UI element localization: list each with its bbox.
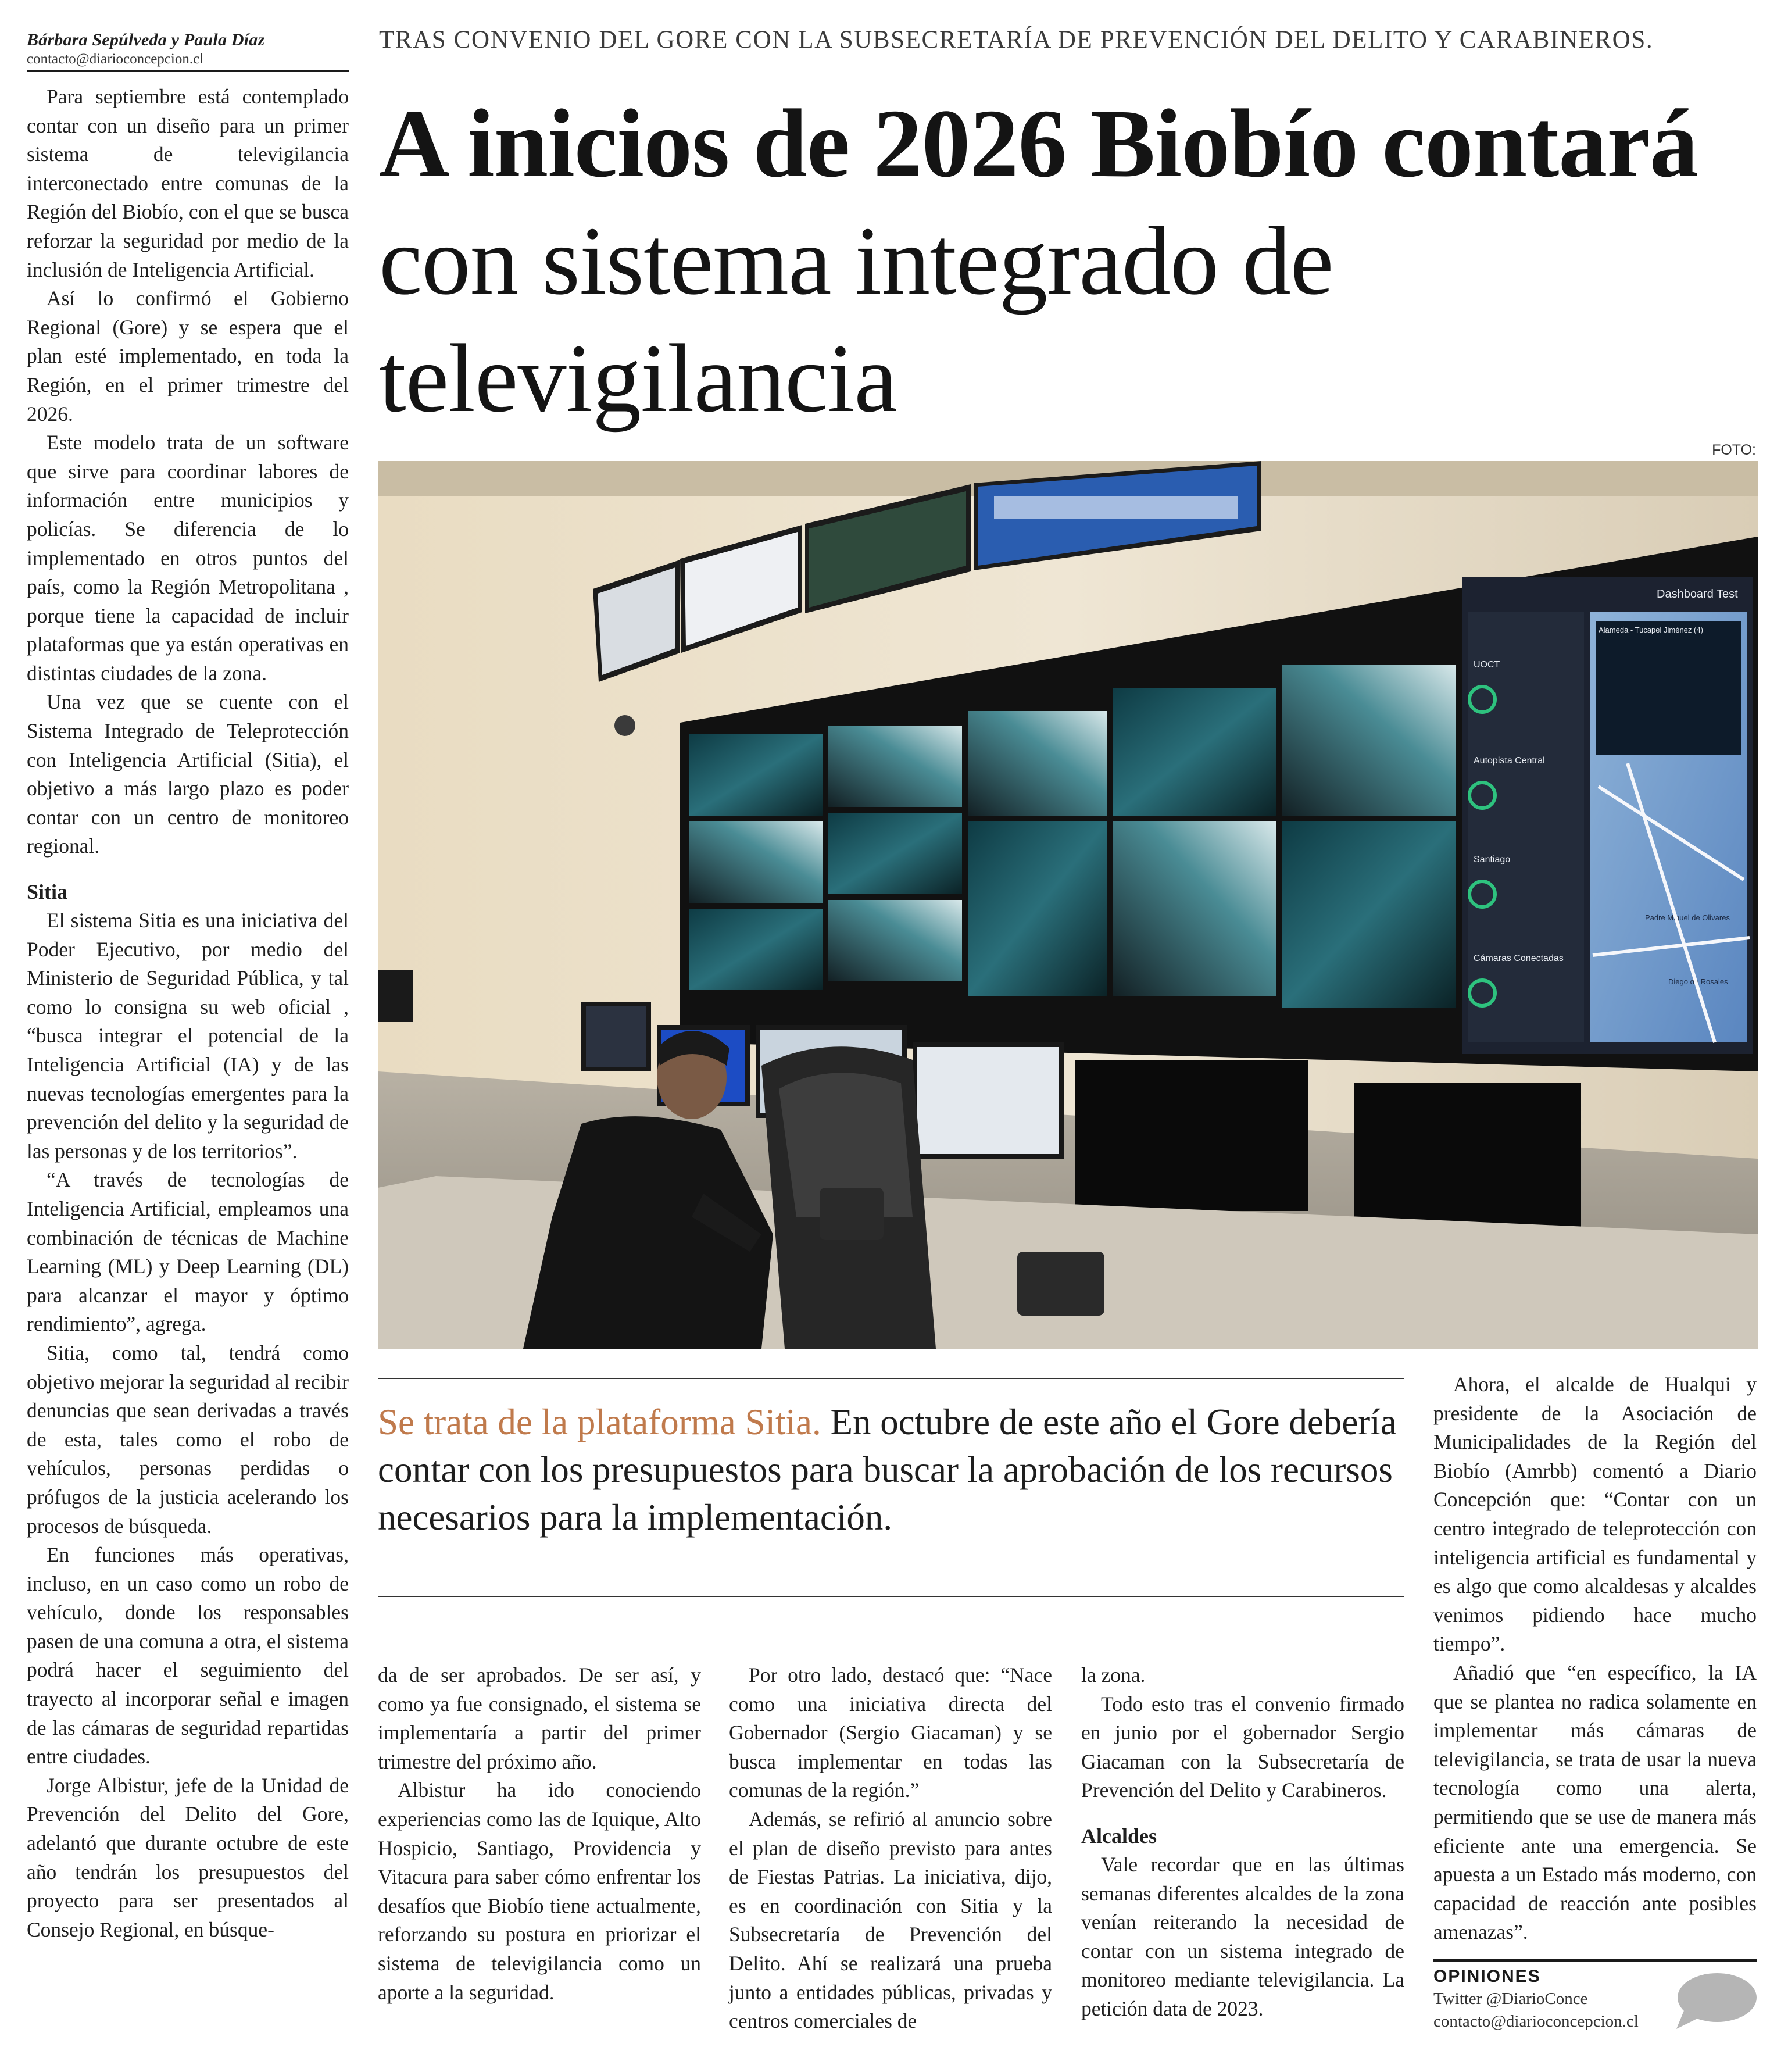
panel-label-3: Santiago — [1474, 855, 1511, 864]
headline-bold: A inicios de 2026 Biobío contará — [379, 90, 1698, 198]
deck-top-rule — [378, 1378, 1404, 1379]
deck — [378, 1398, 1404, 1541]
speech-bubble-icon — [1673, 1969, 1758, 2032]
paragraph: da de ser aprobados. De ser así, y como ya fue consignado, el sistema se implementaría a partir del primer trimestre del próximo año. — [378, 1663, 701, 1773]
street-label-1: Alameda - Tucapel Jiménez (4) — [1599, 626, 1703, 634]
article-column-3 — [729, 1661, 1052, 2036]
paragraph: Sitia, como tal, tendrá como objetivo mejorar la seguridad al recibir denuncias que sean derivadas a través de esta, tales como el robo de vehículos, personas perdidas o prófugos de la justicia acelerando los procesos de búsqueda. — [27, 1341, 349, 1538]
article-column-1 — [27, 83, 349, 1944]
kicker: TRAS CONVENIO DEL GORE CON LA SUBSECRETARÍA DE PREVENCIÓN DEL DELITO Y CARABINEROS. — [379, 26, 1654, 53]
byline-email: contacto@diarioconcepcion.cl — [27, 51, 204, 67]
paragraph: “A través de tecnologías de Inteligencia Artificial, empleamos una combinación de técnicas de Machine Learning (ML) y Deep Learning (DL) para alcanzar el mayor y óptimo rendimiento”, agrega. — [27, 1168, 349, 1336]
paragraph: Todo esto tras el convenio firmado en junio por el gobernador Sergio Giacaman con la Subsecretaría de Prevención del Delito y Carabineros. — [1081, 1692, 1404, 1802]
main-photo — [378, 461, 1758, 1349]
paragraph: Una vez que se cuente con el Sistema Integrado de Teleprotección con Inteligencia Artificial (Sitia), el objetivo a más largo plazo es poder contar con un centro de monitoreo regional. — [27, 690, 349, 858]
deck-bottom-rule — [378, 1596, 1404, 1597]
paragraph: Vale recordar que en las últimas semanas diferentes alcaldes de la zona venían reiterando la necesidad de contar con un sistema integrado de monitoreo mediante televigilancia. La petición data de 2023. — [1081, 1852, 1404, 2020]
panel-label-1: UOCT — [1474, 660, 1500, 670]
deck-lead: Se trata de la plataforma Sitia. — [378, 1402, 821, 1442]
paragraph: Para septiembre está contemplado contar con un diseño para un primer sistema de televigilancia interconectado entre comunas de la Región del Biobío, con el que se busca reforzar la seguridad por medio de la inclusión de Inteligencia Artificial. — [27, 85, 349, 281]
article-column-2 — [378, 1661, 701, 2007]
headline — [379, 85, 1774, 437]
deck-text: En octubre de este año el Gore debería contar con los presupuestos para buscar la aprobación de los recursos necesarios para la implementación. — [378, 1402, 1397, 1538]
opiniones-email[interactable]: contacto@diarioconcepcion.cl — [1433, 2012, 1639, 2031]
paragraph: El sistema Sitia es una iniciativa del Poder Ejecutivo, por medio del Ministerio de Seguridad Pública, y tal como lo consigna su web oficial , “busca integrar el potencial de la Inteligencia Artificial (IA) y de las nuevas tecnologías emergentes para la prevención del delito y la seguridad de las personas y de los territorios”. — [27, 909, 349, 1163]
paragraph: Añadió que “en específico, la IA que se plantea no radica solamente en implementar más cámaras de televigilancia, se trata de usar la nueva tecnología como una alerta, permitiendo que se use de manera más eficiente ante una emergencia. Se apuesta a un Estado más moderno, con capacidad de reacción ante posibles amenazas”. — [1433, 1660, 1757, 1944]
photo-credit: FOTO: — [1712, 442, 1756, 458]
paragraph: Albistur ha ido conociendo experiencias como las de Iquique, Alto Hospicio, Santiago, Providencia y Vitacura para saber cómo enfrentar los desafíos que Biobío tiene actualmente, reforzando su postura en priorizar el sistema de televigilancia como un aporte a la seguridad. — [378, 1778, 701, 2004]
paragraph: la zona. — [1081, 1663, 1146, 1687]
paragraph: Este modelo trata de un software que sirve para coordinar labores de información entre municipios y policías. Se diferencia de lo implementado en otros puntos del país, como la Región Metropolitana , porque tiene la capacidad de incluir plataformas que ya están operativas en distintas ciudades de la zona. — [27, 431, 349, 685]
subhead-alcaldes: Alcaldes — [1081, 1824, 1157, 1848]
dashboard-title: Dashboard Test — [1657, 588, 1738, 601]
opiniones-rule — [1433, 1959, 1757, 1962]
panel-label-4: Cámaras Conectadas — [1474, 953, 1564, 963]
article-column-5 — [1433, 1370, 1757, 1947]
byline-author: Bárbara Sepúlveda y Paula Díaz — [27, 30, 265, 49]
paragraph: Además, se refirió al anuncio sobre el plan de diseño previsto para antes de Fiestas Patrias. La iniciativa, dijo, es en coordinación con Sitia y la Subsecretaría de Prevención del Delito. Ahí se realizará una prueba junto a entidades públicas, privadas y centros comerciales de — [729, 1807, 1052, 2033]
paragraph: Jorge Albistur, jefe de la Unidad de Prevención del Delito del Gore, adelantó que durante octubre de este año tendrán los presupuestos del proyecto para ser presentados al Consejo Regional, en búsque- — [27, 1773, 349, 1941]
headline-regular: con sistema integrado de televigilancia — [379, 207, 1333, 433]
paragraph: Así lo confirmó el Gobierno Regional (Gore) y se espera que el plan esté implementado, en toda la Región, en el primer trimestre del 2026. — [27, 287, 349, 426]
byline-rule — [27, 70, 349, 72]
panel-label-2: Autopista Central — [1474, 756, 1545, 766]
street-label-3: Diego de Rosales — [1668, 977, 1728, 986]
article-column-4 — [1081, 1661, 1404, 2024]
opiniones-twitter[interactable]: Twitter @DiarioConce — [1433, 1989, 1588, 2008]
opiniones-label: OPINIONES — [1433, 1967, 1541, 1986]
paragraph: En funciones más operativas, incluso, en un caso como un robo de vehículo, donde los responsables pasen de una comuna a otra, el sistema podrá hacer el seguimiento del trayecto al incorporar señal e imagen de las cámaras de seguridad repartidas entre ciudades. — [27, 1543, 349, 1769]
paragraph: Por otro lado, destacó que: “Nace como una iniciativa directa del Gobernador (Sergio Giacaman) y se busca implementar en todas las comunas de la región.” — [729, 1663, 1052, 1802]
street-label-2: Padre Miguel de Olivares — [1645, 913, 1730, 922]
control-room-illustration — [378, 461, 1758, 1349]
subhead-sitia: Sitia — [27, 880, 68, 904]
paragraph: Ahora, el alcalde de Hualqui y presidente de la Asociación de Municipalidades de la Región del Biobío (Amrbb) comentó a Diario Concepción que: “Contar con un centro integrado de teleprotección con inteligencia artificial es fundamental y es algo que como alcaldesas y alcaldes venimos pidiendo hace mucho tiempo”. — [1433, 1373, 1757, 1656]
